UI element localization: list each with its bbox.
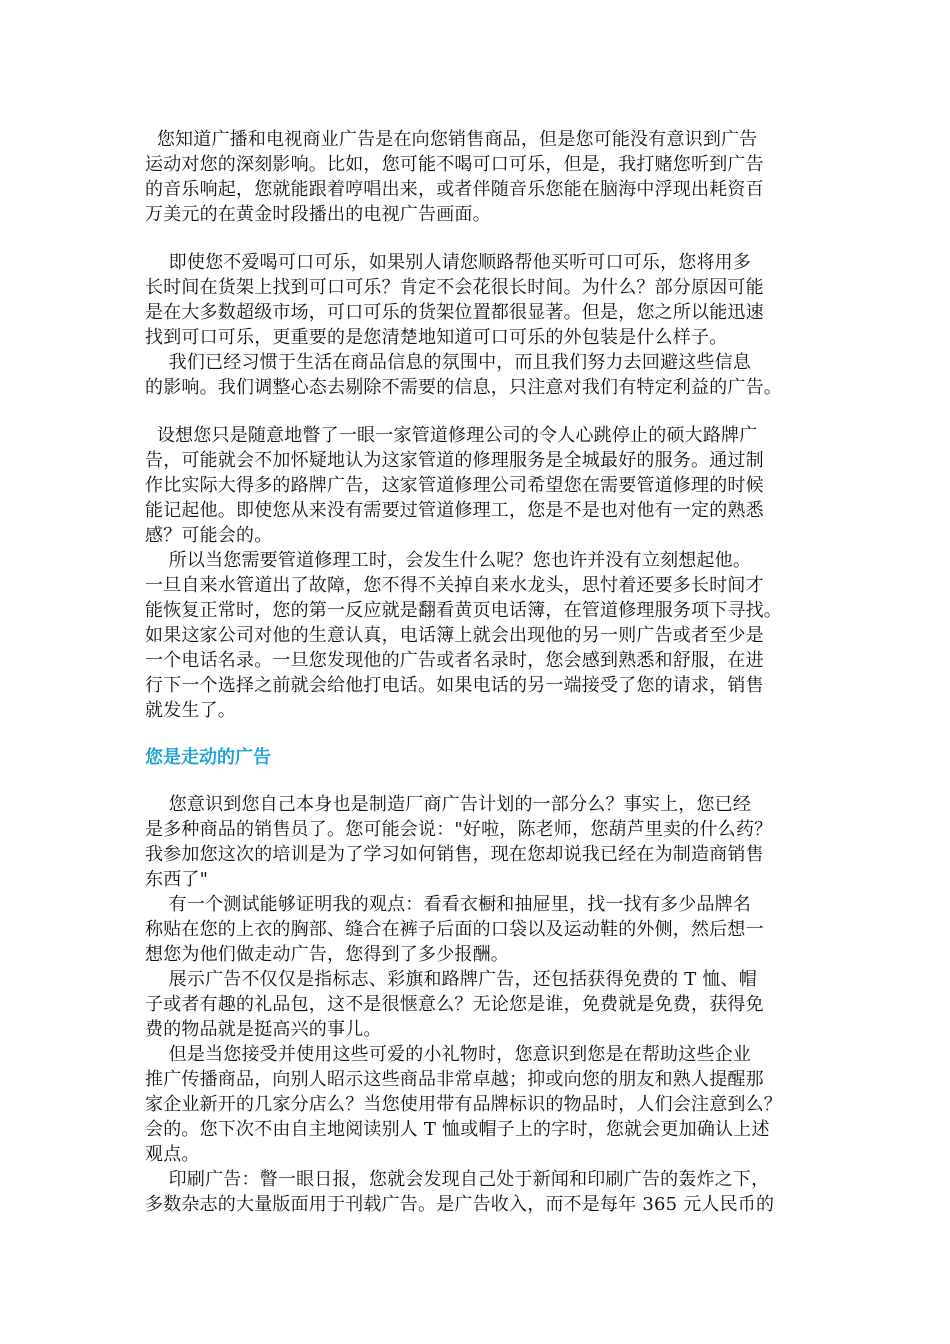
text-line: 有一个测试能够证明我的观点：看看衣橱和抽屉里，找一找有多少品牌名: [145, 894, 752, 915]
text-line: 子或者有趣的礼品包，这不是很惬意么？无论您是谁，免费就是免费，获得免: [145, 994, 764, 1015]
text-line: 观点。: [145, 1144, 200, 1165]
text-line: 的影响。我们调整心态去剔除不需要的信息，只注意对我们有特定利益的广告。: [145, 377, 782, 398]
text-line: 能记起他。即使您从来没有需要过管道修理工，您是不是也对他有一定的熟悉: [145, 500, 764, 521]
text-line: 即使您不爱喝可口可乐，如果别人请您顺路帮他买听可口可乐，您将用多: [145, 252, 752, 273]
text-line: 我们已经习惯于生活在商品信息的氛围中，而且我们努力去回避这些信息: [145, 352, 752, 373]
text-line: 如果这家公司对他的生意认真，电话簿上就会出现他的另一则广告或者至少是: [145, 625, 764, 646]
text-line: 告，可能就会不加怀疑地认为这家管道的修理服务是全城最好的服务。通过制: [145, 450, 764, 471]
text-line: 是多种商品的销售员了。您可能会说："好啦，陈老师，您葫芦里卖的什么药？: [145, 819, 773, 840]
text-line: 费的物品就是挺高兴的事儿。: [145, 1019, 382, 1040]
text-line: 东西了": [145, 869, 209, 890]
text-line: 推广传播商品，向别人昭示这些商品非常卓越；抑或向您的朋友和熟人提醒那: [145, 1069, 764, 1090]
section-heading: 您是走动的广告: [145, 747, 271, 768]
text-line: 会的。您下次不由自主地阅读别人 T 恤或帽子上的字时，您就会更加确认上述: [145, 1119, 770, 1140]
text-line: 家企业新开的几家分店么？当您使用带有品牌标识的物品时，人们会注意到么？: [145, 1094, 782, 1115]
text-line: 但是当您接受并使用这些可爱的小礼物时，您意识到您是在帮助这些企业: [145, 1044, 752, 1065]
text-line: 一个电话名录。一旦您发现他的广告或者名录时，您会感到熟悉和舒服，在进: [145, 650, 764, 671]
text-line: 设想您只是随意地瞥了一眼一家管道修理公司的令人心跳停止的硕大路牌广: [145, 425, 758, 446]
text-line: 展示广告不仅仅是指标志、彩旗和路牌广告，还包括获得免费的 T 恤、帽: [145, 969, 757, 990]
text-line: 运动对您的深刻影响。比如，您可能不喝可口可乐，但是，我打赌您听到广告: [145, 154, 764, 175]
text-line: 一旦自来水管道出了故障，您不得不关掉自来水龙头，思忖着还要多长时间才: [145, 575, 764, 596]
text-line: 能恢复正常时，您的第一反应就是翻看黄页电话簿，在管道修理服务项下寻找。: [145, 600, 782, 621]
text-line: 是在大多数超级市场，可口可乐的货架位置都很显著。但是，您之所以能迅速: [145, 302, 764, 323]
text-line: 作比实际大得多的路牌广告，这家管道修理公司希望您在需要管道修理的时候: [145, 475, 764, 496]
text-line: 长时间在货架上找到可口可乐？肯定不会花很长时间。为什么？部分原因可能: [145, 277, 764, 298]
text-line: 我参加您这次的培训是为了学习如何销售，现在您却说我已经在为制造商销售: [145, 844, 764, 865]
text-line: 您知道广播和电视商业广告是在向您销售商品，但是您可能没有意识到广告: [145, 129, 758, 150]
text-line: 想您为他们做走动广告，您得到了多少报酬。: [145, 944, 509, 965]
text-line: 多数杂志的大量版面用于刊载广告。是广告收入，而不是每年 365 元人民币的: [145, 1194, 775, 1215]
text-line: 感？可能会的。: [145, 525, 273, 546]
text-line: 就发生了。: [145, 700, 236, 721]
text-line: 万美元的在黄金时段播出的电视广告画面。: [145, 204, 491, 225]
text-line: 所以当您需要管道修理工时，会发生什么呢？您也许并没有立刻想起他。: [145, 550, 752, 571]
text-line: 印刷广告：瞥一眼日报，您就会发现自己处于新闻和印刷广告的轰炸之下，: [145, 1169, 770, 1190]
text-line: 行下一个选择之前就会给他打电话。如果电话的另一端接受了您的请求，销售: [145, 675, 764, 696]
text-line: 的音乐响起，您就能跟着哼唱出来，或者伴随音乐您能在脑海中浮现出耗资百: [145, 179, 764, 200]
text-line: 称贴在您的上衣的胸部、缝合在裤子后面的口袋以及运动鞋的外侧，然后想一: [145, 919, 764, 940]
text-line: 您意识到您自己本身也是制造厂商广告计划的一部分么？事实上，您已经: [145, 794, 752, 815]
text-line: 找到可口可乐，更重要的是您清楚地知道可口可乐的外包装是什么样子。: [145, 327, 728, 348]
